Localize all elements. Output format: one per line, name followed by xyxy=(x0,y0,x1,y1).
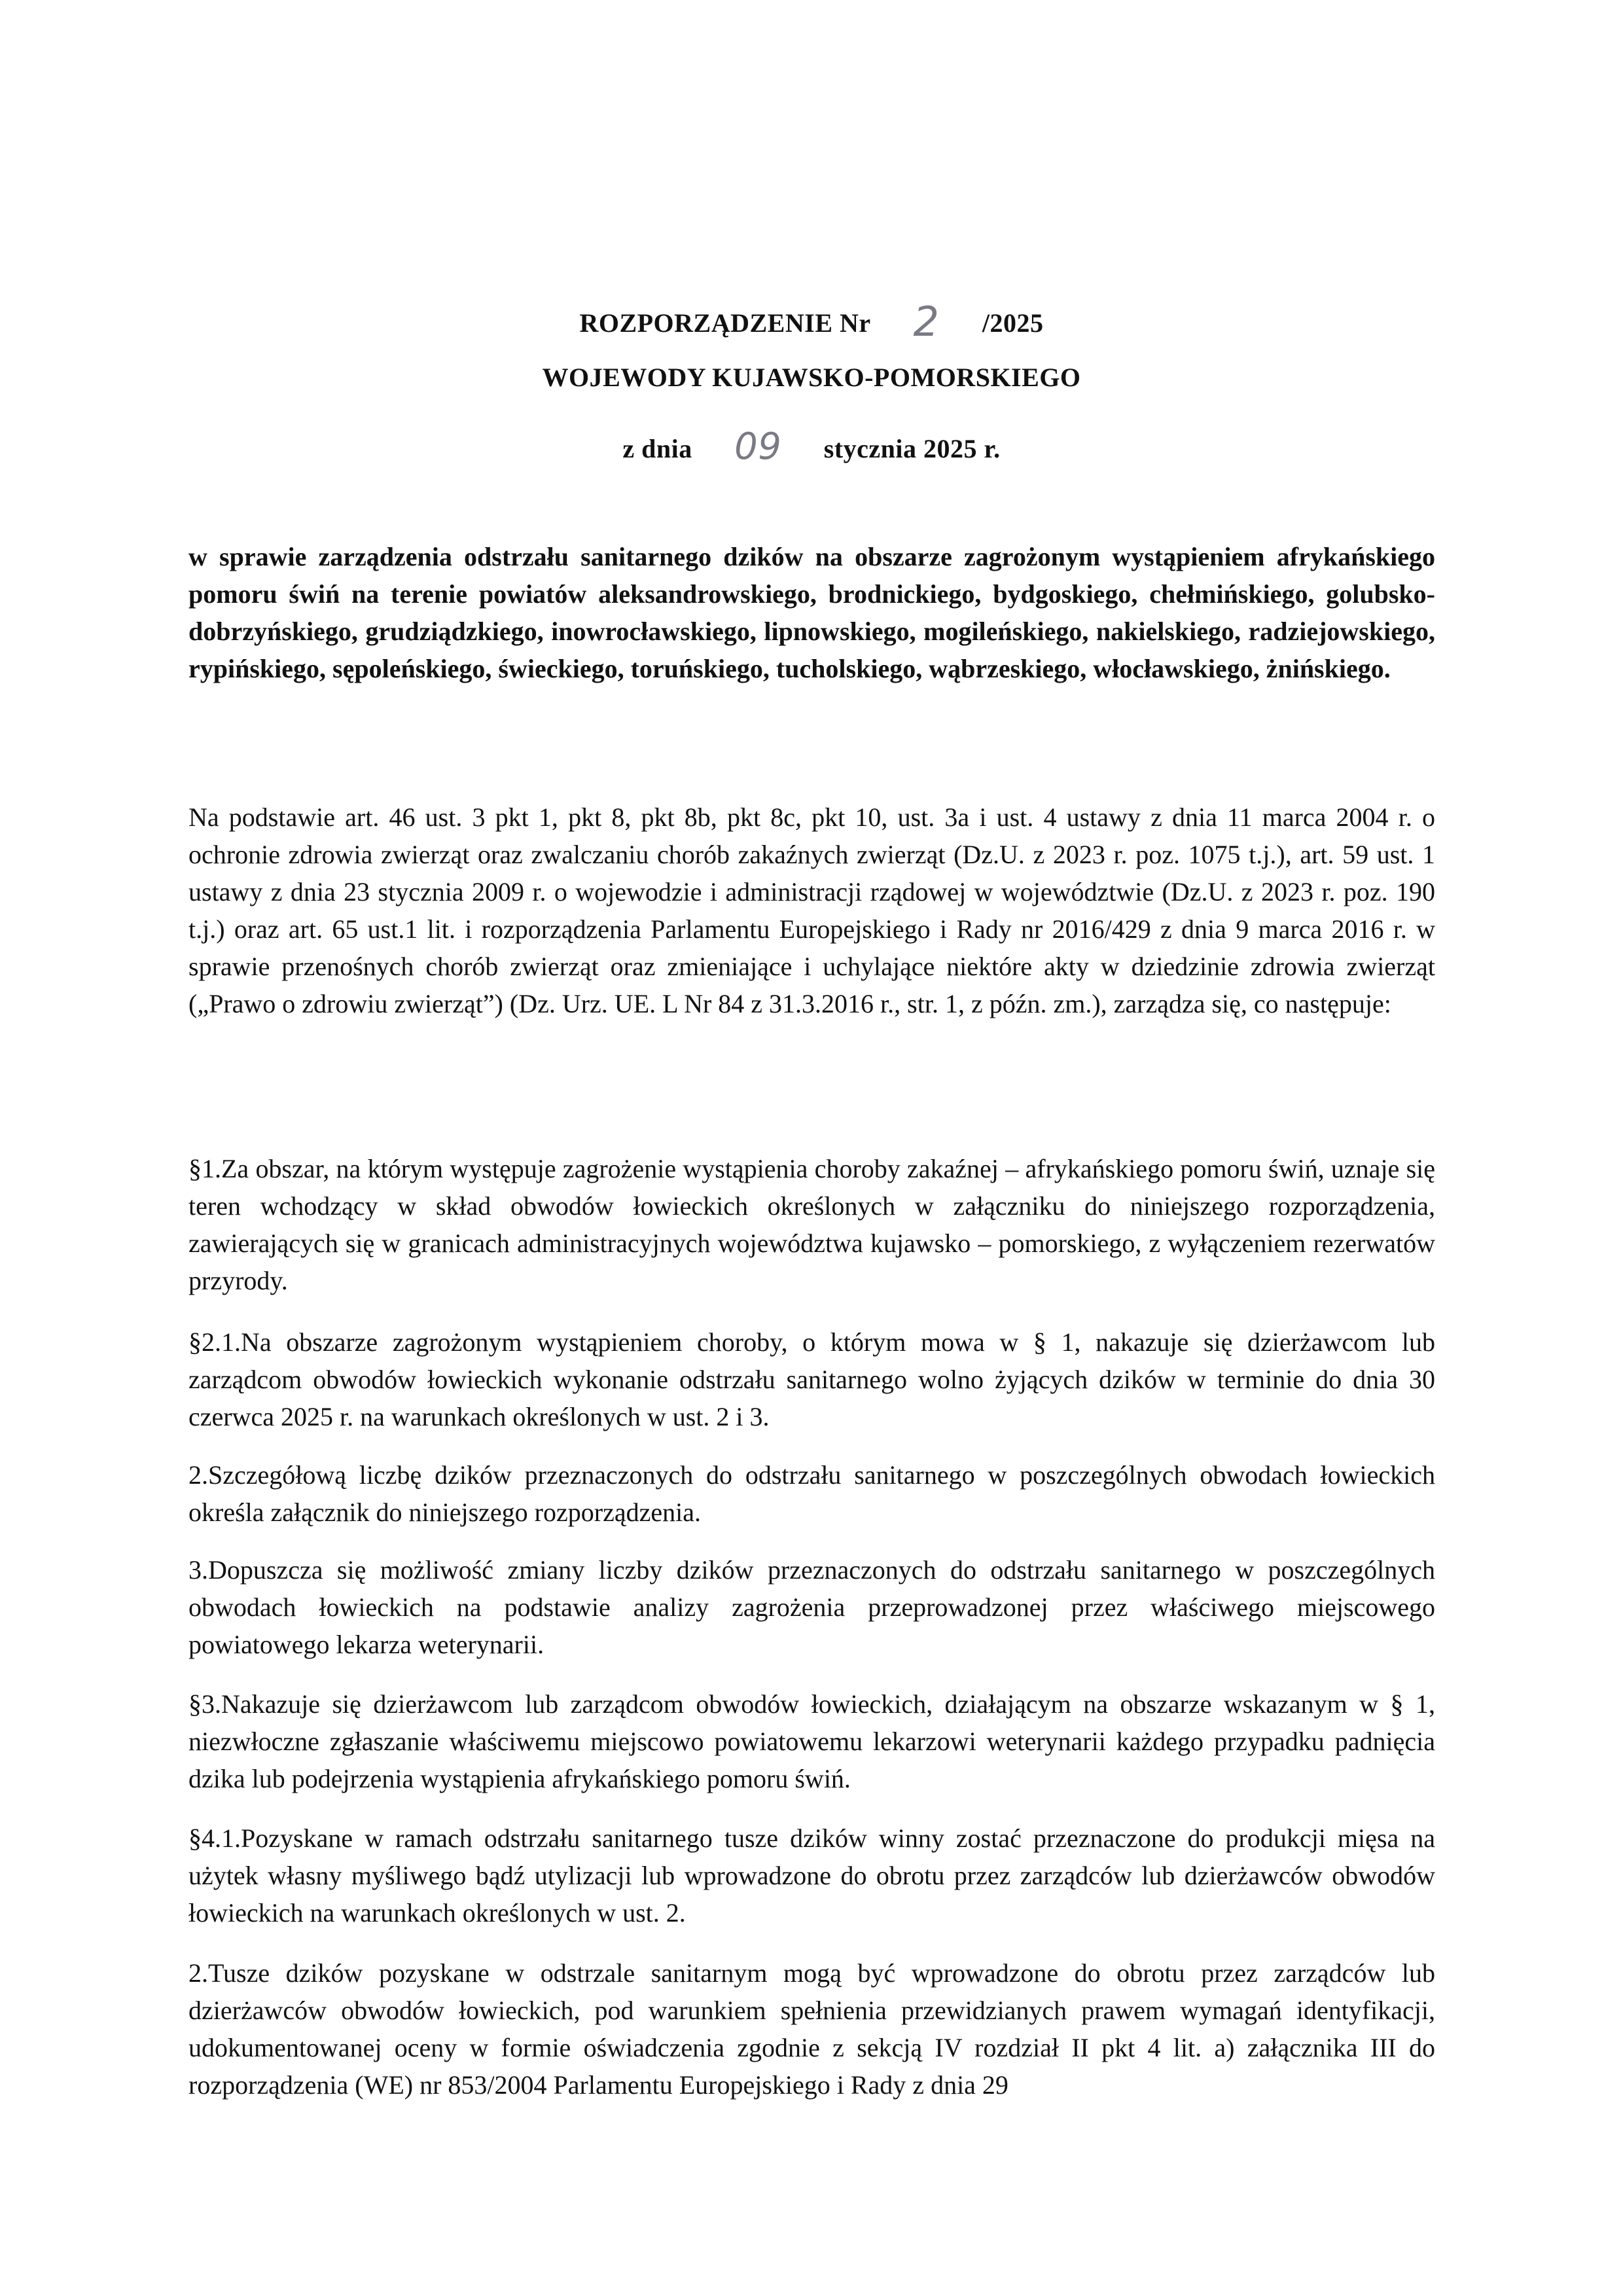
regulation-label: ROZPORZĄDZENIE Nr xyxy=(579,308,870,338)
paragraph-section-1: §1.Za obszar, na którym występuje zagrożenie wystąpienia choroby zakaźnej – afrykańskiego pomoru świń, uznaje się teren wchodzący w skład obwodów łowieckich określonych w załączniku do niniejszego rozporządzenia, zawierających się w granicach administracyjnych województwa kujawsko – pomorskiego, z wyłączeniem rezerwatów przyrody. xyxy=(188,1154,1435,1295)
date-prefix: z dnia xyxy=(622,434,692,463)
handwritten-day: 09 xyxy=(734,425,782,468)
regulation-year: /2025 xyxy=(982,308,1044,338)
regulation-number-line xyxy=(0,298,1623,346)
date-month-year: stycznia 2025 r. xyxy=(823,434,1001,463)
legal-basis-paragraph: Na podstawie art. 46 ust. 3 pkt 1, pkt 8, pkt 8b, pkt 8c, pkt 10, ust. 3a i ust. 4 ustawy z dnia 11 marca 2004 r. o ochronie zdrowia zwierząt oraz zwalczaniu chorób zakaźnych zwierząt (Dz.U. z 2023 r. poz. 1075 t.j.), art. 59 ust. 1 ustawy z dnia 23 stycznia 2009 r. o wojewodzie i administracji rządowej w województwie (Dz.U. z 2023 r. poz. 190 t.j.) oraz art. 65 ust.1 lit. i rozporządzenia Parlamentu Europejskiego i Rady nr 2016/429 z dnia 9 marca 2016 r. w sprawie przenośnych chorób zwierząt oraz zmieniające i uchylające niektóre akty w dziedzinie zdrowia zwierząt („Prawo o zdrowiu zwierząt”) (Dz. Urz. UE. L Nr 84 z 31.3.2016 r., str. 1, z późn. zm.), zarządza się, co następuje: xyxy=(188,802,1435,1018)
paragraph-section-2-1: §2.1.Na obszarze zagrożonym wystąpieniem choroby, o którym mowa w § 1, nakazuje się dzierżawcom lub zarządcom obwodów łowieckich wykonanie odstrzału sanitarnego wolno żyjących dzików w terminie do dnia 30 czerwca 2025 r. na warunkach określonych w ust. 2 i 3. xyxy=(188,1327,1435,1431)
regulation-subject-title: w sprawie zarządzenia odstrzału sanitarnego dzików na obszarze zagrożonym wystąpieniem afrykańskiego pomoru świń na terenie powiatów aleksandrowskiego, brodnickiego, bydgoskiego, chełmińskiego, golubsko-dobrzyńskiego, grudziądzkiego, inowrocławskiego, lipnowskiego, mogileńskiego, nakielskiego, radziejowskiego, rypińskiego, sępoleńskiego, świeckiego, toruńskiego, tucholskiego, wąbrzeskiego, włocławskiego, żnińskiego. xyxy=(188,542,1435,683)
paragraph-section-2-3: 3.Dopuszcza się możliwość zmiany liczby dzików przeznaczonych do odstrzału sanitarnego w poszczególnych obwodach łowieckich na podstawie analizy zagrożenia przeprowadzonej przez właściwego miejscowego powiatowego lekarza weterynarii. xyxy=(188,1555,1435,1659)
paragraph-section-4-2: 2.Tusze dzików pozyskane w odstrzale sanitarnym mogą być wprowadzone do obrotu przez zarządców lub dzierżawców obwodów łowieckich, pod warunkiem spełnienia przewidzianych prawem wymagań identyfikacji, udokumentowanej oceny w formie oświadczenia zgodnie z sekcją IV rozdział II pkt 4 lit. a) załącznika III do rozporządzenia (WE) nr 853/2004 Parlamentu Europejskiego i Rady z dnia 29 xyxy=(188,1958,1435,2100)
issuer-line: WOJEWODY KUJAWSKO-POMORSKIEGO xyxy=(542,363,1081,392)
paragraph-section-4-1: §4.1.Pozyskane w ramach odstrzału sanitarnego tusze dzików winny zostać przeznaczone do produkcji mięsa na użytek własny myśliwego bądź utylizacji lub wprowadzone do obrotu przez zarządców lub dzierżawców obwodów łowieckich na warunkach określonych w ust. 2. xyxy=(188,1823,1435,1928)
handwritten-regulation-number: 2 xyxy=(913,298,940,346)
paragraph-section-2-2: 2.Szczegółową liczbę dzików przeznaczonych do odstrzału sanitarnego w poszczególnych obwodach łowieckich określa załącznik do niniejszego rozporządzenia. xyxy=(188,1460,1435,1527)
date-line xyxy=(0,425,1623,468)
paragraph-section-3: §3.Nakazuje się dzierżawcom lub zarządcom obwodów łowieckich, działającym na obszarze wskazanym w § 1, niezwłoczne zgłaszanie właściwemu miejscowo powiatowemu lekarzowi weterynarii każdego przypadku padnięcia dzika lub podejrzenia wystąpienia afrykańskiego pomoru świń. xyxy=(188,1689,1435,1793)
